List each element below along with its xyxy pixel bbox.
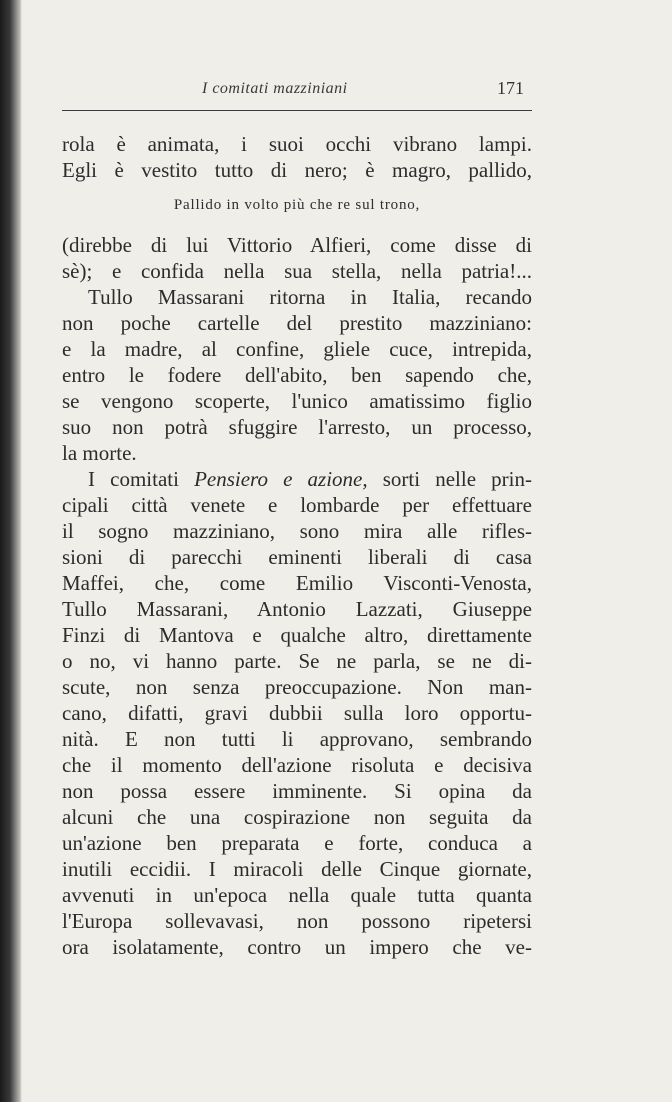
- text-line: rola è animata, i suoi occhi vibrano lampi.: [62, 132, 532, 156]
- text-line: che il momento dell'azione risoluta e decisiva: [62, 753, 532, 777]
- text-span: sorti nelle prin-: [367, 467, 532, 491]
- text-line: Tullo Massarani, Antonio Lazzati, Giuseppe: [62, 597, 532, 621]
- text-line: cipali città venete e lombarde per effettuare: [62, 493, 532, 517]
- text-line: Finzi di Mantova e qualche altro, direttamente: [62, 623, 532, 647]
- page-number: 171: [497, 78, 524, 98]
- text-line: e la madre, al confine, gliele cuce, intrepida,: [62, 337, 532, 361]
- text-line: o no, vi hanno parte. Se ne parla, se ne di-: [62, 649, 532, 673]
- text-line: non poche cartelle del prestito mazziniano:: [62, 311, 532, 335]
- text-line: suo non potrà sfuggire l'arresto, un processo,: [62, 415, 532, 439]
- text-line: nità. E non tutti li approvano, sembrando: [62, 727, 532, 751]
- text-line: l'Europa sollevavasi, non possono ripetersi: [62, 909, 532, 933]
- text-line: Tullo Massarani ritorna in Italia, recando: [88, 285, 532, 309]
- text-line: un'azione ben preparata e forte, conduca a: [62, 831, 532, 855]
- book-binding-edge: [0, 0, 22, 1102]
- text-line: entro le fodere dell'abito, ben sapendo che,: [62, 363, 532, 387]
- text-line: avvenuti in un'epoca nella quale tutta quanta: [62, 883, 532, 907]
- page-header: [62, 70, 532, 111]
- text-line: la morte.: [62, 441, 137, 465]
- text-line: inutili eccidii. I miracoli delle Cinque giornate,: [62, 857, 532, 881]
- text-line: Egli è vestito tutto di nero; è magro, pallido,: [62, 158, 532, 182]
- running-head: I comitati mazziniani: [202, 80, 348, 97]
- text-line: scute, non senza preoccupazione. Non man-: [62, 675, 532, 699]
- body-text: [62, 131, 532, 960]
- text-line: Maffei, che, come Emilio Visconti-Venosta,: [62, 571, 532, 595]
- book-page: [62, 70, 532, 960]
- text-line: ora isolatamente, contro un impero che ve-: [62, 935, 532, 959]
- text-line: (direbbe di lui Vittorio Alfieri, come disse di: [62, 233, 532, 257]
- text-line: sioni di parecchi eminenti liberali di casa: [62, 545, 532, 569]
- text-line: non possa essere imminente. Si opina da: [62, 779, 532, 803]
- text-line: il sogno mazziniano, sono mira alle rifles-: [62, 519, 532, 543]
- text-line: sè); e confida nella sua stella, nella patria!...: [62, 259, 532, 283]
- text-line: cano, difatti, gravi dubbii sulla loro opportu-: [62, 701, 532, 725]
- text-line: se vengono scoperte, l'unico amatissimo figlio: [62, 389, 532, 413]
- italic-title: Pensiero e azione,: [194, 467, 368, 491]
- text-span: I comitati: [88, 467, 195, 491]
- verse-quote: Pallido in volto più che re sul trono,: [173, 197, 421, 213]
- text-line: alcuni che una cospirazione non seguita da: [62, 805, 532, 829]
- text-line: [62, 466, 532, 492]
